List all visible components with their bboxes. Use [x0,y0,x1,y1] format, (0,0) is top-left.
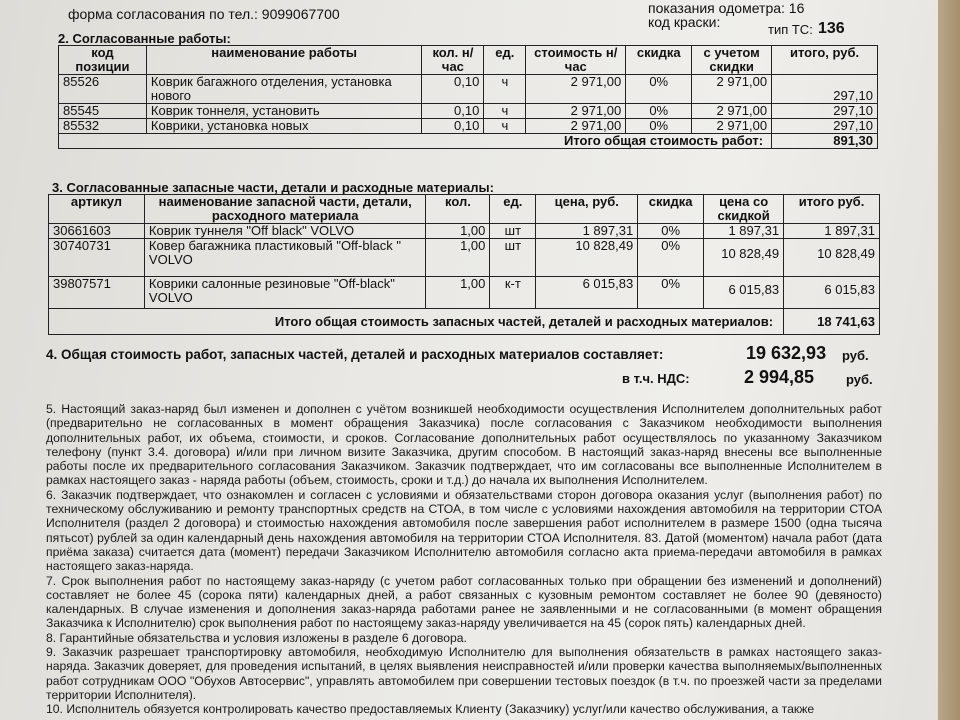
parts-total-row [49,309,880,335]
work-unit: ч [484,119,526,134]
works-header-row [59,46,878,75]
part-unit: шт [490,224,536,239]
col-header: стоимость н/час [526,46,626,75]
parts-header-row [49,195,880,224]
parts-total-value: 18 741,63 [784,309,880,335]
col-header: кол. [426,195,490,224]
part-article: 39807571 [49,277,145,309]
clause-8: 8. Гарантийные обязательства и условия изложены в разделе 6 договора. [46,630,467,645]
table-row [49,277,880,309]
work-code: 85526 [59,75,147,104]
col-header: скидка [626,46,692,75]
work-qty: 0,10 [422,119,484,134]
col-header: наименование работы [146,46,422,75]
part-price: 1 897,31 [536,224,638,239]
work-name: Коврики, установка новых [146,119,422,134]
work-price: 2 971,00 [526,104,626,119]
table-edge [938,0,960,720]
part-name: Коврики салонные резиновые "Off-black" VOLVO [144,277,426,309]
col-header: цена со скидкой [704,195,784,224]
work-price: 2 971,00 [526,119,626,134]
col-header: код позиции [59,46,147,75]
part-article: 30661603 [49,224,145,239]
odometer-reading: показания одометра: 16 [648,0,805,16]
parts-total-label: Итого общая стоимость запасных частей, деталей и расходных материалов: [49,309,784,335]
table-row [59,75,878,104]
work-unit: ч [484,104,526,119]
grand-total-value: 19 632,93 [746,343,827,363]
work-discount: 0% [626,75,692,104]
work-code: 85532 [59,119,147,134]
work-discounted: 2 971,00 [692,104,772,119]
col-header: ед. [484,46,526,75]
work-total: 297,10 [772,104,878,119]
works-table [58,45,878,149]
part-name: Ковер багажника пластиковый "Off-black " VOLVO [144,239,426,277]
table-row [59,104,878,119]
part-discounted: 10 828,49 [704,239,784,277]
grand-total-label: 4. Общая стоимость работ, запасных частей, деталей и расходных материалов составляет: [46,347,664,362]
col-header: итого руб. [784,195,880,224]
vehicle-type-value: 136 [818,20,845,37]
clause-5: 5. Настоящий заказ-наряд был изменен и дополнен с учётом возникшей необходимости осуществления Исполнителем дополнительных работ (предварительно не согласованных в момент обращения Заказчика) после согласования с Заказчиком необходимости выполнения дополнительных работ, их объема, стоимости, и сроков. Согласование дополнительных работ осуществлялось по указанному Заказчиком телефону (пункт 3.4. договора) и/или при личном визите Заказчика, другим способом. В настоящий заказ-наряд внесены все выполненные работы после их предварительного согласования Заказчиком. Заказчик подтверждает, что им согласованы все выполненные Исполнителем в рамках настоящего заказ - наряда работы (объем, стоимость, сроки и т.д.) до начала их выполнения Исполнителем. [46,402,882,488]
works-section-title: 2. Согласованные работы: [58,31,231,46]
part-total: 10 828,49 [784,239,880,277]
clause-6: 6. Заказчик подтверждает, что ознакомлен и согласен с условиями и обязательствами сторон договора оказания услуг (выполнения работ) по техническому обслуживанию и ремонту транспортных средств на СТОА, в том числе с условиями нахождения автомобиля на территории СТОА Исполнителя (раздел 2 договора) и стоимостью нахождения автомобиля после завершения работ исполнителем в размере 1500 (одна тысяча пятьсот) рублей за один календарный день нахождения автомобиля на территории СТОА Исполнителя. 83. Датой (моментом) начала работ (дата приёма заказа) считается дата (момент) передачи Заказчиком Исполнителю автомобиля согласно акта приема-передачи автомобиля в рамках настоящего заказ-наряда. [46,487,882,574]
work-qty: 0,10 [422,75,484,104]
col-header: ед. [490,195,536,224]
col-header: итого, руб. [772,46,878,75]
part-price: 6 015,83 [536,277,638,309]
part-unit: к-т [490,277,536,309]
col-header: артикул [49,195,145,224]
clause-9: 9. Заказчик разрешает транспортировку автомобиля, необходимую Исполнителю для выполнения обязательств в рамках настоящего заказ-наряда. Заказчик доверяет, для проведения испытаний, в целях выявления неисправностей и/или проверки качества выполняемых/выполненных работ сотрудникам ООО "Обухов Автосервис", управлять автомобилем при совершении тестовых поездок (в т.ч. по проезжей части за пределами территории Исполнителя). [46,645,882,702]
vehicle-type-label: тип ТС: [768,22,813,37]
part-price: 10 828,49 [536,239,638,277]
part-unit: шт [490,239,536,277]
grand-total-currency: руб. [842,348,869,363]
work-discount: 0% [626,104,692,119]
work-qty: 0,10 [422,104,484,119]
parts-table [48,194,880,335]
vat-value: 2 994,85 [744,367,815,387]
work-code: 85545 [59,104,147,119]
part-name: Коврик туннеля "Off black" VOLVO [144,224,426,239]
col-header: наименование запасной части, детали, расходного материала [144,195,426,224]
clause-10: 10. Исполнитель обязуется контролировать качество предоставляемых Клиенту (Заказчику) услуг/или качество обслуживания, а также [46,702,815,717]
work-name: Коврик багажного отделения, установка нового [146,75,422,104]
part-total: 1 897,31 [784,224,880,239]
part-discounted: 1 897,31 [704,224,784,239]
col-header: кол. н/час [422,46,484,75]
vat-label: в т.ч. НДС: [622,371,690,386]
part-qty: 1,00 [426,277,490,309]
work-unit: ч [484,75,526,104]
part-article: 30740731 [49,239,145,277]
work-total: 297,10 [772,75,878,104]
part-discounted: 6 015,83 [704,277,784,309]
work-name: Коврик тоннеля, установить [146,104,422,119]
work-discounted: 2 971,00 [692,119,772,134]
part-total: 6 015,83 [784,277,880,309]
approval-phone: форма согласования по тел.: 9099067700 [68,6,340,22]
terms-text [46,402,882,717]
part-discount: 0% [638,239,704,277]
work-discount: 0% [626,119,692,134]
part-qty: 1,00 [426,224,490,239]
col-header: с учетом скидки [692,46,772,75]
vat-currency: руб. [846,372,873,387]
col-header: скидка [638,195,704,224]
table-row [59,119,878,134]
works-total-value: 891,30 [772,134,878,149]
part-discount: 0% [638,277,704,309]
works-total-label: Итого общая стоимость работ: [59,134,772,149]
table-row [49,224,880,239]
clause-7: 7. Срок выполнения работ по настоящему заказ-наряду (с учетом работ согласованных только при обращении без изменений и дополнений) составляет не более 45 (сорока пяти) календарных дней, а работ связанных с кузовным ремонтом составляет не более 90 (девяносто) календарных. В случае изменения и дополнения заказ-наряда работами ранее не заявленными и не согласованными (в момент обращения Заказчика к Исполнителю) срок выполнения работ по настоящему заказ-наряду увеличивается на 45 (сорок пять) календарных дней. [46,573,882,631]
paint-code: код краски: [648,14,721,30]
work-price: 2 971,00 [526,75,626,104]
col-header: цена, руб. [536,195,638,224]
parts-section-title: 3. Согласованные запасные части, детали и расходные материалы: [52,180,494,195]
work-total: 297,10 [772,119,878,134]
works-total-row [59,134,878,149]
table-row [49,239,880,277]
work-discounted: 2 971,00 [692,75,772,104]
part-discount: 0% [638,224,704,239]
part-qty: 1,00 [426,239,490,277]
